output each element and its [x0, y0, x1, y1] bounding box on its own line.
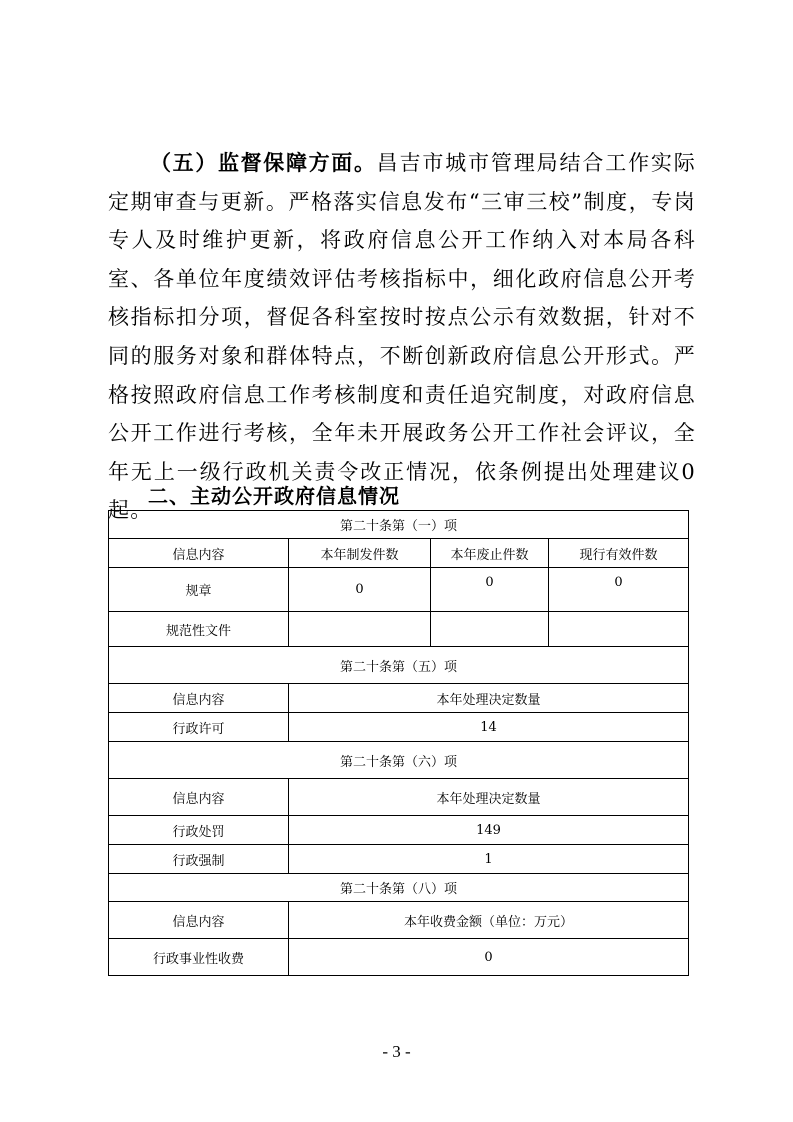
table-cell: 149: [289, 816, 689, 845]
table-row: [109, 845, 689, 874]
row-label: 行政强制: [109, 845, 289, 874]
table-cell: 0: [289, 939, 689, 976]
table-row: [109, 612, 689, 647]
table-row: [109, 568, 689, 612]
section-title: 二、主动公开政府信息情况: [148, 484, 400, 508]
paragraph-body-text: 昌吉市城市管理局结合工作实际定期审查与更新。严格落实信息发布“三审三校”制度，专岗专人及时维护更新，将政府信息公开工作纳入对本局各科室、各单位年度绩效评估考核指标中，细化政府信息公开考核指标扣分项，督促各科室按时按点公示有效数据，针对不同的服务对象和群体特点，不断创新政府信息公开形式。严格按照政府信息工作考核制度和责任追究制度，对政府信息公开工作进行考核，全年未开展政务公开工作社会评议，全年无上一级行政机关责令改正情况，依条例提出处理建议0起。: [108, 151, 696, 523]
column-header: 信息内容: [109, 779, 289, 816]
table-row: [109, 713, 689, 742]
table-cell: 0: [431, 568, 549, 612]
column-header: 本年废止件数: [431, 539, 549, 568]
table-section-row: [109, 874, 689, 902]
table-section-row: [109, 742, 689, 779]
column-header: 本年制发件数: [289, 539, 431, 568]
table-cell: [289, 612, 431, 647]
table-section-heading: 第二十条第（五）项: [109, 647, 689, 684]
column-header: 信息内容: [109, 684, 289, 713]
column-header: 本年处理决定数量: [289, 684, 689, 713]
disclosure-table: [108, 510, 689, 976]
supervision-paragraph: [108, 144, 696, 530]
column-header: 现行有效件数: [549, 539, 689, 568]
row-label: 规范性文件: [109, 612, 289, 647]
table-section-heading: 第二十条第（八）项: [109, 874, 689, 902]
table-header-row: [109, 684, 689, 713]
table-row: [109, 939, 689, 976]
column-header: 本年收费金额（单位：万元）: [289, 902, 689, 939]
table-section-heading: 第二十条第（一）项: [109, 511, 689, 539]
table-cell: 0: [289, 568, 431, 612]
table-cell: [431, 612, 549, 647]
table-header-row: [109, 902, 689, 939]
column-header: 信息内容: [109, 539, 289, 568]
row-label: 规章: [109, 568, 289, 612]
paragraph-lead-heading: （五）监督保障方面。: [150, 151, 377, 175]
table-header-row: [109, 779, 689, 816]
table-row: [109, 816, 689, 845]
table-section-row: [109, 511, 689, 539]
column-header: 本年处理决定数量: [289, 779, 689, 816]
row-label: 行政许可: [109, 713, 289, 742]
table-cell: 0: [549, 568, 689, 612]
table-cell: 14: [289, 713, 689, 742]
row-label: 行政处罚: [109, 816, 289, 845]
table-section-heading: 第二十条第（六）项: [109, 742, 689, 779]
table-cell: 1: [289, 845, 689, 874]
page-number: - 3 -: [382, 1042, 411, 1061]
table-cell: [549, 612, 689, 647]
table-section-row: [109, 647, 689, 684]
column-header: 信息内容: [109, 902, 289, 939]
row-label: 行政事业性收费: [109, 939, 289, 976]
table-header-row: [109, 539, 689, 568]
